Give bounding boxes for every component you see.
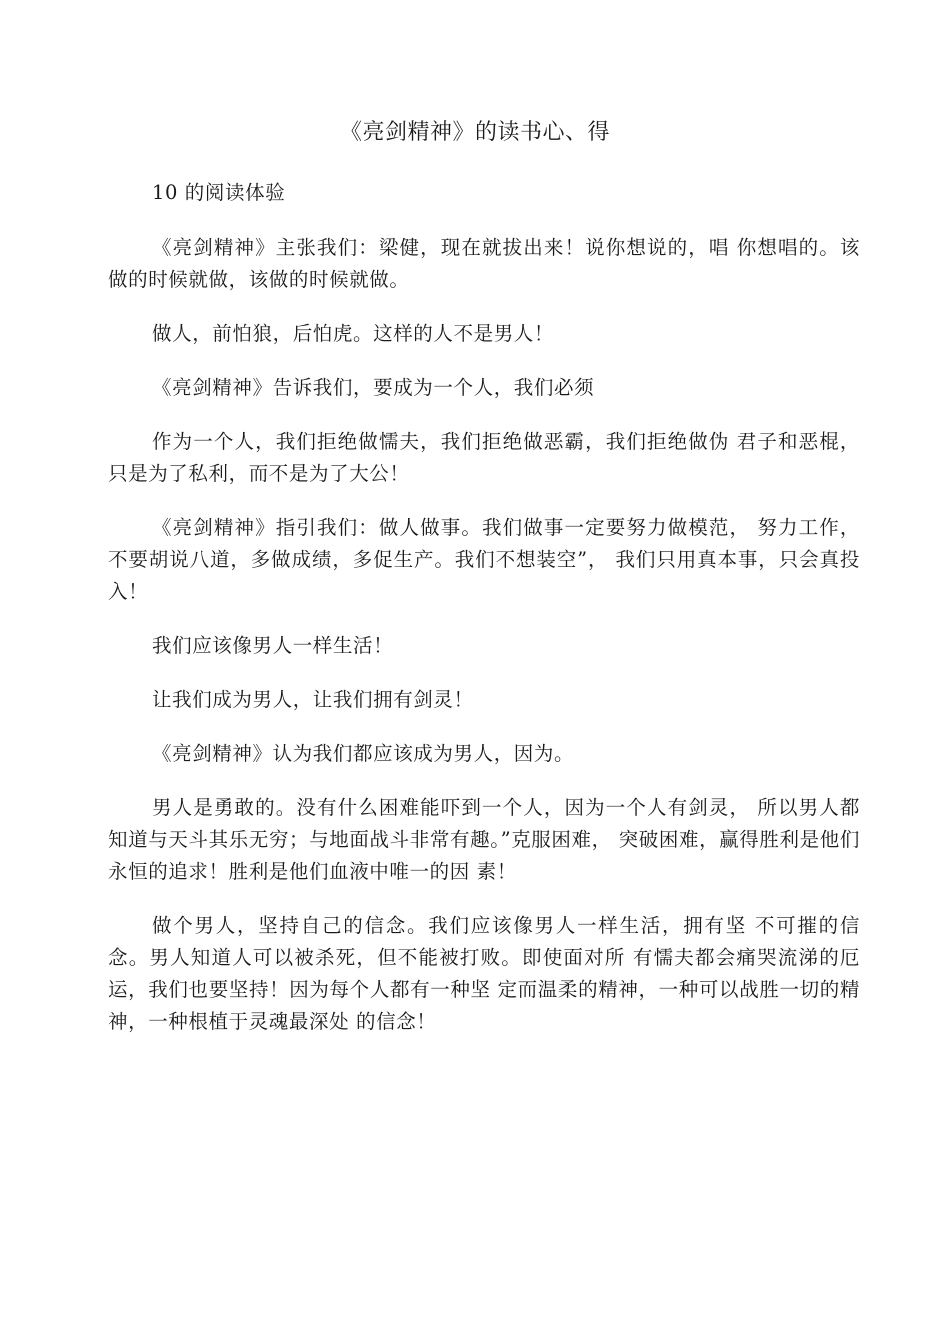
paragraph: 我们应该像男人一样生活！ [152, 634, 394, 657]
paragraph: 做人，前怕狼，后怕虎。这样的人不是男人！ [152, 322, 555, 345]
paragraph: 做个男人，坚持自己的信念。我们应该像男人一样生活，拥有坚 不可摧的信念。男人知道人可以被杀死，但不能被打败。即使面对所 有懦夫都会痛哭流涕的厄运，我们也要坚持！因为每个人都有一种坚 定而温柔的精神，一种可以战胜一切的精神，一种根植于灵魂最深处 的信念！ [108, 914, 860, 1033]
paragraph: 《亮剑精神》指引我们：做人做事。我们做事一定要努力做模范， 努力工作，不要胡说八道，多做成绩，多促生产。我们不想装空”， 我们只用真本事，只会真投入！ [108, 516, 860, 603]
paragraph: 《亮剑精神》主张我们：梁健，现在就拔出来！说你想说的，唱 你想唱的。该做的时候就做，该做的时候就做。 [108, 236, 860, 291]
document-title: 《亮剑精神》的读书心、得 [339, 120, 610, 145]
paragraph-subtitle: 10 的阅读体验 [152, 181, 286, 204]
paragraph: 男人是勇敢的。没有什么困难能吓到一个人，因为一个人有剑灵， 所以男人都知道与天斗其乐无穷；与地面战斗非常有趣。”克服困难， 突破困难，赢得胜利是他们永恒的追求！胜利是他们血液中唯一的因 素！ [108, 796, 860, 883]
paragraph: 《亮剑精神》告诉我们，要成为一个人，我们必须 [152, 376, 595, 399]
paragraph: 《亮剑精神》认为我们都应该成为男人，因为。 [152, 742, 575, 765]
paragraph: 让我们成为男人，让我们拥有剑灵！ [152, 688, 474, 711]
paragraph: 作为一个人，我们拒绝做懦夫，我们拒绝做恶霸，我们拒绝做伪 君子和恶棍，只是为了私利，而不是为了大公！ [108, 430, 860, 485]
document-body [108, 177, 860, 1060]
